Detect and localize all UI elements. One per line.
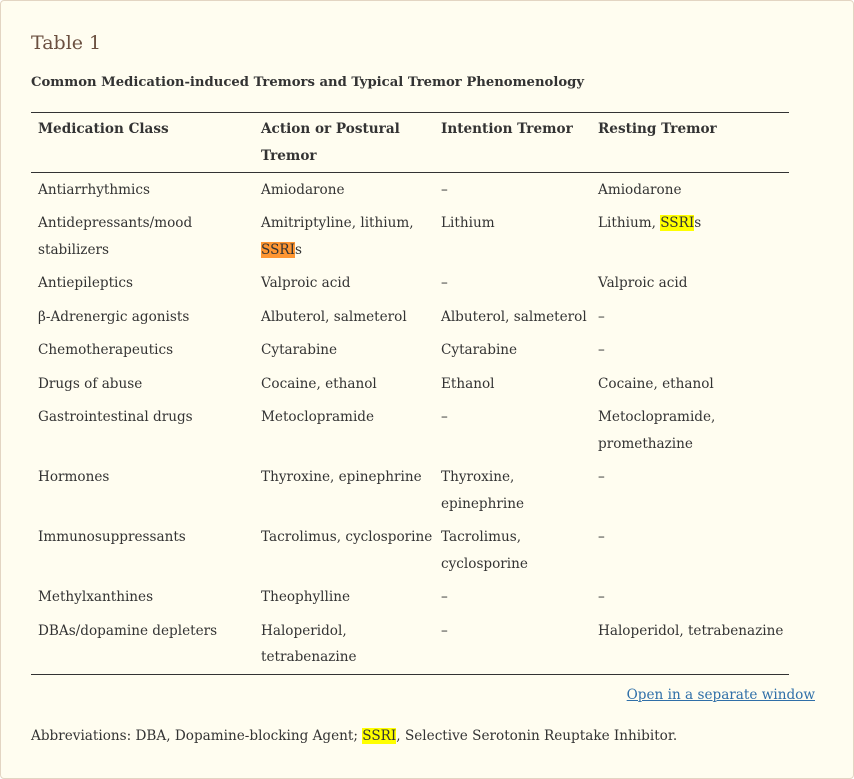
cell-intention: Thyroxine, epinephrine <box>441 469 524 512</box>
cell-action-postural: Metoclopramide <box>261 409 375 425</box>
cell-medication-class: Antiarrhythmics <box>38 181 150 198</box>
cell-resting: Amiodarone <box>598 181 682 198</box>
header-intention: Intention Tremor <box>441 121 573 137</box>
table-row <box>31 300 789 334</box>
cell-medication-class: Hormones <box>38 469 110 485</box>
cell-medication-class: Methylxanthines <box>38 589 154 605</box>
cell-action-postural: Valproic acid <box>261 275 351 291</box>
table-header-row <box>31 113 789 173</box>
cell-intention: Lithium <box>441 215 495 231</box>
cell-action-postural: Amitriptyline, lithium, SSRIs <box>261 215 414 258</box>
cell-action-postural: Albuterol, salmeterol <box>261 308 407 325</box>
cell-medication-class: DBAs/dopamine depleters <box>38 622 218 639</box>
table-row <box>31 461 789 521</box>
table-label: Table 1 <box>31 32 102 54</box>
table-row <box>31 173 789 207</box>
cell-intention: – <box>441 409 448 425</box>
table-row <box>31 614 789 675</box>
cell-resting: Metoclopramide, promethazine <box>598 409 716 452</box>
cell-action-postural: Theophylline <box>261 589 351 605</box>
header-resting: Resting Tremor <box>598 121 717 137</box>
table-row <box>31 521 789 581</box>
table-row <box>31 581 789 615</box>
cell-action-postural: Cocaine, ethanol <box>261 375 377 392</box>
cell-medication-class: Gastrointestinal drugs <box>38 409 193 425</box>
cell-action-postural: Cytarabine <box>261 342 338 358</box>
cell-medication-class: Immunosuppressants <box>38 529 186 545</box>
cell-intention: Albuterol, salmeterol <box>441 308 587 325</box>
cell-intention: – <box>441 622 448 639</box>
cell-resting: – <box>598 308 605 325</box>
cell-intention: – <box>441 181 448 198</box>
cell-intention: Ethanol <box>441 375 495 392</box>
table-row <box>31 334 789 368</box>
cell-medication-class: Chemotherapeutics <box>38 342 174 358</box>
abbreviations-suffix: , Selective Serotonin Reuptake Inhibitor. <box>396 728 678 744</box>
medication-tremor-table <box>31 112 789 675</box>
cell-action-postural: Thyroxine, epinephrine <box>261 469 422 485</box>
cell-resting: – <box>598 589 605 605</box>
table-caption: Common Medication-induced Tremors and Typical Tremor Phenomenology <box>31 75 585 90</box>
cell-resting: Haloperidol, tetrabenazine <box>598 622 784 639</box>
cell-medication-class: Antiepileptics <box>38 275 133 291</box>
table-body <box>31 173 789 675</box>
highlighted-term: SSRI <box>660 215 695 231</box>
table-row <box>31 267 789 301</box>
cell-resting: Valproic acid <box>598 275 688 291</box>
table-row <box>31 401 789 461</box>
open-separate-window-link[interactable]: Open in a separate window <box>626 687 815 703</box>
header-action-postural: Action or Postural Tremor <box>261 121 400 164</box>
cell-intention: Tacrolimus, cyclosporine <box>441 529 528 572</box>
cell-intention: – <box>441 589 448 605</box>
cell-action-postural: Tacrolimus, cyclosporine <box>261 529 433 545</box>
cell-medication-class: β-Adrenergic agonists <box>38 308 190 325</box>
cell-medication-class: Antidepressants/mood stabilizers <box>38 215 193 258</box>
cell-medication-class: Drugs of abuse <box>38 375 143 392</box>
cell-action-postural: Haloperidol, tetrabenazine <box>261 622 357 665</box>
cell-resting: Cocaine, ethanol <box>598 375 714 392</box>
table-row <box>31 367 789 401</box>
cell-resting: – <box>598 469 605 485</box>
highlighted-term: SSRI <box>362 728 397 744</box>
highlighted-term: SSRI <box>261 241 295 258</box>
cell-resting: – <box>598 342 605 358</box>
abbreviations-prefix: Abbreviations: DBA, Dopamine-blocking Agent; <box>31 728 363 744</box>
header-medication-class: Medication Class <box>38 121 169 137</box>
abbreviations-note <box>31 728 677 744</box>
cell-action-postural: Amiodarone <box>261 181 345 198</box>
cell-intention: Cytarabine <box>441 342 518 358</box>
cell-intention: – <box>441 275 448 291</box>
cell-resting: Lithium, SSRIs <box>598 215 702 231</box>
cell-resting: – <box>598 529 605 545</box>
table-row <box>31 207 789 267</box>
